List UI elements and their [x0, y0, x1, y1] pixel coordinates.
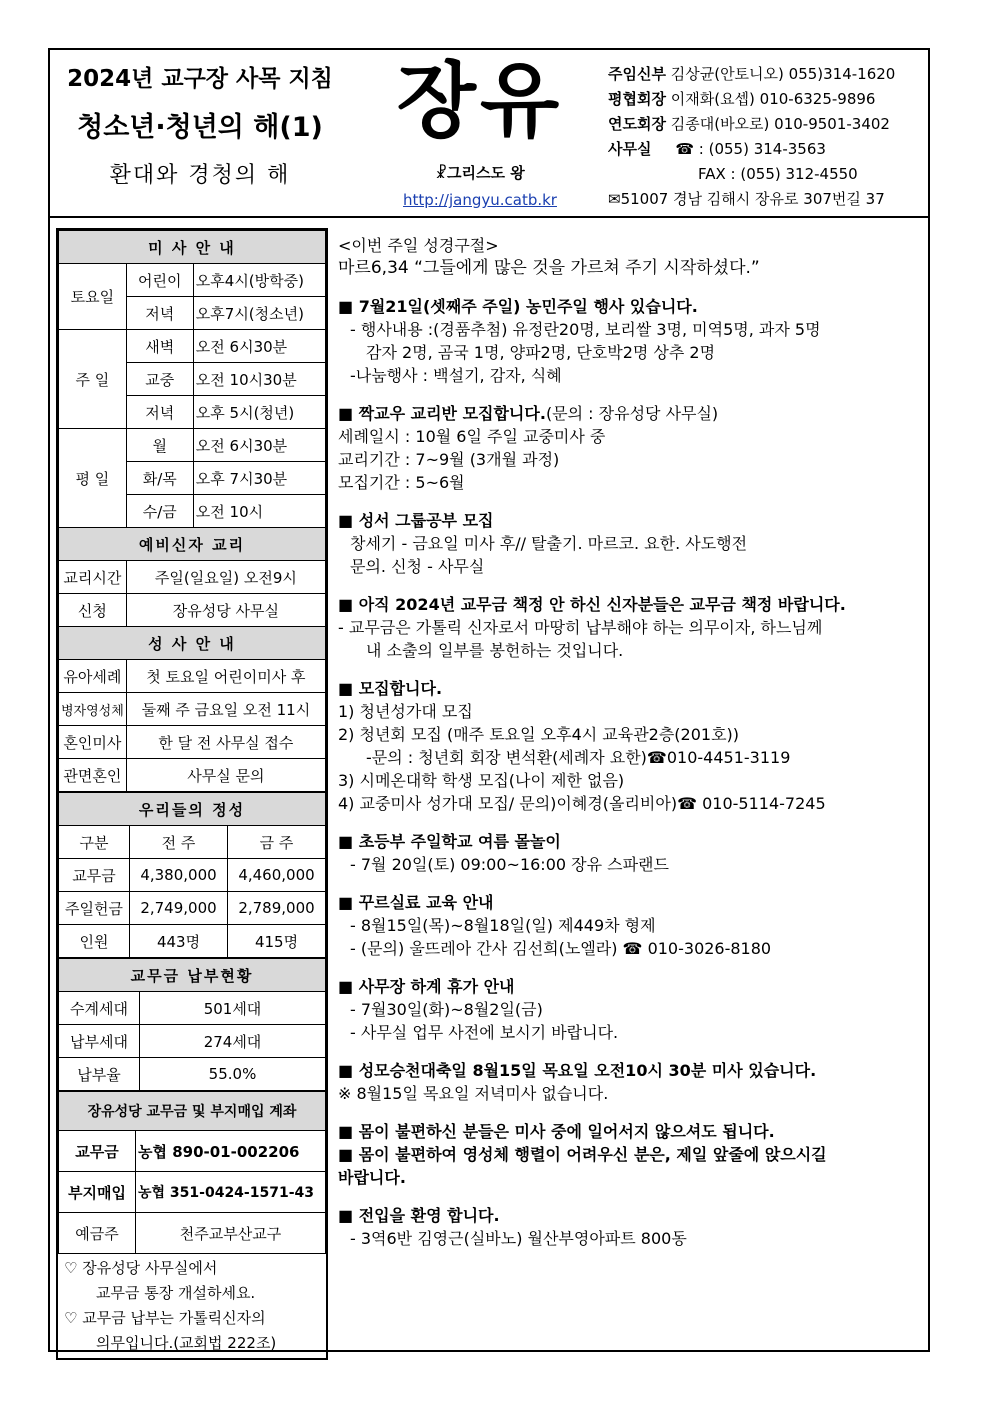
- announcement-accessibility: ■ 몸이 불편하신 분들은 미사 중에 일어서지 않으셔도 됩니다. ■ 몸이 불편하여 영성체 행렬이 어려우신 분은, 제일 앞줄에 앉으시길 바랍니다.: [338, 1122, 827, 1187]
- mass-schedule-table: 미 사 안 내 토요일 어린이 오후4시(방학중) 저녁 오후7시(청소년) 주 일 새벽 오전 6시30분 교중 오전 10시30분 저녁 오후 5시(청년) 평 일 월 오전 6시30분 화/목 오후 7시30분 수/금 오전 10시 예비신자 교리 교리시간 주일(일요일) 오전9시 신청 장유성당 사무실 성 사 안 내 유아세례 첫 토요일 어린이미사 후 병자영성체 둘째 주 금요일 오전 11시 혼인미사 한 달 전 사무실 접수 관면혼인 사무실 문의 우리들의 정성 구분 전 주 금 주 교무금 4,380,000 4,460,000 주일헌금 2,749,000 2,789,000 인원 443명 415명 교무금 납부현황 수계세대 501세대 납부세대 274세대 납부율 55.0% 장유성당 교무금 및 부지매입 계좌 교무금 농협 890-01-002206 부지매입 농협 351-0424-1571-43 예금주 천주교부산교구 ♡ 장유성당 사무실에서 교무금 통장 개설하세요. ♡ 교무금 납부는 가톨릭신자의 의무입니다.(교회법 222조): [56, 228, 328, 1360]
- dues-title: 교무금 납부현황: [59, 959, 326, 992]
- contact-row: 평협회장 이재화(요셉) 010-6325-9896: [608, 90, 876, 108]
- year-theme: 청소년·청년의 해(1): [77, 112, 323, 143]
- offering-title: 우리들의 정성: [59, 793, 326, 826]
- announcement-cursillo: ■ 꾸르실료 교육 안내 - 8월15일(목)~8월18일(일) 제449차 형제 - (문의) 울뜨레아 간사 김선희(노엘라) ☎ 010-3026-8180: [338, 893, 772, 958]
- header-left: [50, 60, 350, 189]
- accounts-table: 장유성당 교무금 및 부지매입 계좌 교무금 농협 890-01-002206 부지매입 농협 351-0424-1571-43 예금주 천주교부산교구: [58, 1091, 326, 1254]
- announcement-farmers-sunday: ■ 7월21일(셋째주 주일) 농민주일 행사 있습니다. - 행사내용 :(경품추첨) 유정란20명, 보리쌀 3명, 미역5명, 과자 5명 감자 2명, 곰국 1명, 양파2명, 단호박2명 상추 2명 -나눔행사 : 백설기, 감자, 식혜: [338, 297, 821, 385]
- offering-table: 우리들의 정성 구분 전 주 금 주 교무금 4,380,000 4,460,000 주일헌금 2,749,000 2,789,000 인원 443명 415명: [58, 792, 326, 958]
- accounts-title: 장유성당 교무금 및 부지매입 계좌: [59, 1092, 326, 1131]
- mass-title: 미 사 안 내: [59, 231, 326, 264]
- pastoral-guideline: 2024년 교구장 사목 지침: [67, 66, 333, 92]
- catechumen-title: 예비신자 교리: [59, 528, 326, 561]
- announcement-recruiting: ■ 모집합니다. 1) 청년성가대 모집 2) 청년회 모집 (매주 토요일 오후4시 교육관2층(201호)) -문의 : 청년회 회장 변석환(세례자 요한)☎010-4451-3119 3) 시메온대학 학생 모집(나이 제한 없음) 4) 교중미사 성가대 모집/ 문의)이혜경(올리비아)☎ 010-5114-7245: [338, 679, 826, 813]
- sacraments-title: 성 사 안 내: [59, 627, 326, 660]
- contact-row: 사무실 ☎ : (055) 314-3563: [608, 140, 826, 158]
- parish-title: 장유: [396, 54, 564, 149]
- saturday-label: 토요일: [59, 264, 127, 330]
- header: [50, 50, 928, 218]
- announcement-catechism: ■ 짝교우 교리반 모집합니다.(문의 : 장유성당 사무실) 세례일시 : 10월 6일 주일 교중미사 중 교리기간 : 7~9월 (3개월 과정) 모집기간 : 5~6월: [338, 404, 719, 492]
- announcement-dues: ■ 아직 2024년 교무금 책정 안 하신 신자분들은 교무금 책정 바랍니다. - 교무금은 가톨릭 신자로서 마땅히 납부해야 하는 의무이자, 하느님께 내 소출의 일부를 봉헌하는 것입니다.: [338, 595, 846, 660]
- parish-subtitle: ☧그리스도 왕: [435, 164, 525, 182]
- left-column: [56, 228, 328, 1360]
- announcement-bible-study: ■ 성서 그룹공부 모집 창세기 - 금요일 미사 후// 탈출기. 마르코. 요한. 사도행전 문의. 신청 - 사무실: [338, 511, 748, 576]
- announcement-welcome: ■ 전입을 환영 합니다. - 3역6반 김영근(실바노) 월산부영아파트 800동: [338, 1206, 687, 1248]
- sunday-label: 주 일: [59, 330, 127, 429]
- header-title-block: [370, 54, 590, 209]
- announcement-summer-outing: ■ 초등부 주일학교 여름 몰놀이 - 7월 20일(토) 09:00~16:00 장유 스파랜드: [338, 832, 669, 874]
- contact-row: 연도회장 김종대(바오로) 010-9501-3402: [608, 115, 890, 133]
- contact-row: 주임신부 김상균(안토니오) 055)314-1620: [608, 65, 896, 83]
- announcement-assumption: ■ 성모승천대축일 8월15일 목요일 오전10시 30분 미사 있습니다. ※ 8월15일 목요일 저녁미사 없습니다.: [338, 1061, 817, 1103]
- contact-list: [608, 62, 928, 212]
- announcement-vacation: ■ 사무장 하계 휴가 안내 - 7월30일(화)~8월2일(금) - 사무실 업무 사전에 보시기 바랍니다.: [338, 977, 619, 1042]
- fax-row: FAX : (055) 312-4550: [698, 165, 858, 183]
- verse-block: <이번 주일 성경구절> 마르6,34 “그들에게 많은 것을 가르쳐 주기 시작하셨다.”: [338, 236, 760, 278]
- dues-table: 교무금 납부현황 수계세대 501세대 납부세대 274세대 납부율 55.0%: [58, 958, 326, 1091]
- bulletin-frame: [48, 48, 930, 1352]
- weekday-label: 평 일: [59, 429, 127, 528]
- year-subtheme: 환대와 경청의 해: [109, 163, 291, 188]
- announcements: [338, 234, 928, 1265]
- accounts-notes: ♡ 장유성당 사무실에서 교무금 통장 개설하세요. ♡ 교무금 납부는 가톨릭신자의 의무입니다.(교회법 222조): [64, 1259, 277, 1352]
- parish-url-link[interactable]: http://jangyu.catb.kr: [403, 191, 557, 209]
- address-row: ✉51007 경남 김해시 장유로 307번길 37: [608, 190, 885, 208]
